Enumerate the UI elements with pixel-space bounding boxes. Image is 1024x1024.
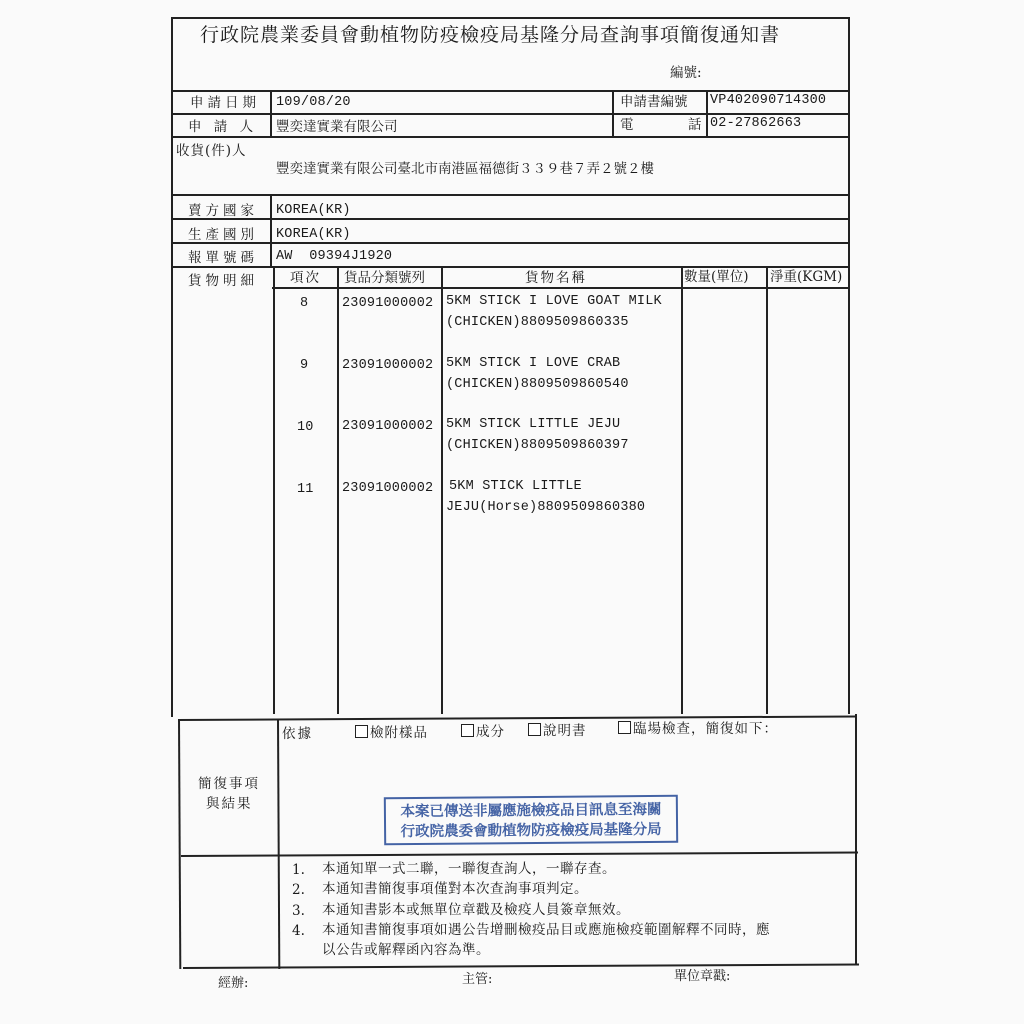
option-ingredients [461,724,505,740]
row-name: 5KM STICK I LOVE CRAB [446,356,621,371]
option-label: 說明書 [543,723,587,739]
phone-label: 電 [620,117,634,133]
frame-top [171,17,849,19]
applicant-label: 申 請 人 [188,119,258,135]
row-name: (CHICKEN)8809509860335 [446,315,629,330]
rule [171,113,849,115]
row-name: 5KM STICK I LOVE GOAT MILK [446,294,662,309]
origin-label: 生產國別 [188,227,258,243]
option-onsite [618,721,778,737]
frame-left [178,719,181,969]
seller-value: KOREA(KR) [276,203,351,218]
frame-right [848,17,850,714]
row-code: 23091000002 [342,481,434,496]
goods-col-divider [766,266,768,714]
row-name: (CHICKEN)8809509860540 [446,377,629,392]
label-divider [270,90,272,136]
form-title: 行政院農業委員會動植物防疫檢疫局基隆分局查詢事項簡復通知書 [200,24,781,46]
checkbox-sample [355,725,368,738]
frame-bottom [183,963,859,968]
option-label: 檢附樣品 [370,725,428,741]
clearance-stamp [384,795,678,846]
option-label: 成分 [476,724,505,740]
column-header: 貨品分類號列 [344,270,425,286]
row-code: 23091000002 [342,419,434,434]
applicant-value: 豐奕達實業有限公司 [276,119,398,135]
seller-label: 賣方國家 [188,203,258,219]
note-number: 1. [292,862,305,878]
goods-label: 貨物明細 [188,273,258,289]
frame-left [171,17,173,717]
rule [178,715,856,720]
note-text: 本通知書影本或無單位章戳及檢疫人員簽章無效。 [322,902,630,918]
goods-col-divider [337,266,339,714]
column-header: 貨物名稱 [525,270,587,286]
stamp-line: 行政院農委會動植物防疫檢疫局基隆分局 [400,821,662,841]
rule [171,90,849,92]
consignee-value: 豐奕達實業有限公司臺北市南港區福德街３３９巷７弄２號２樓 [276,161,654,177]
note-text: 本通知書簡復事項僅對本次查詢事項判定。 [322,881,588,897]
note-number: 2. [292,882,305,898]
app-no-label: 申請書編號 [620,94,688,110]
basis-label: 依據 [282,726,313,742]
app-no-value: VP402090714300 [710,93,827,108]
row-code: 23091000002 [342,296,434,311]
row-name: (CHICKEN)8809509860397 [446,438,629,453]
apply-date-value: 109/08/20 [276,95,351,110]
unit-seal-label: 單位章戳: [674,969,731,984]
result-label: 與結果 [206,796,253,812]
rule [181,851,858,856]
phone-value: 02-27862663 [710,116,802,131]
header-divider [612,90,614,136]
stamp-line: 本案已傳送非屬應施檢疫品目訊息至海關 [400,801,662,821]
label-divider [270,194,272,266]
option-sample [355,725,428,741]
column-header: 數量(單位) [684,269,749,285]
apply-date-label: 申請日期 [190,95,260,111]
phone-label: 話 [688,117,702,133]
declaration-label: 報單號碼 [188,250,258,266]
row-no: 10 [297,420,314,435]
option-manual [528,723,587,739]
goods-col-divider [441,266,443,714]
row-code: 23091000002 [342,358,434,373]
checkbox-ingredients [461,724,474,737]
checkbox-onsite [618,721,631,734]
option-label: 臨場檢查，簡復如下： [633,721,778,737]
row-name: 5KM STICK LITTLE [449,479,582,494]
note-text: 本通知單一式二聯，一聯復查詢人，一聯存查。 [322,861,616,877]
rule [171,242,849,244]
consignee-label: 收貨(件)人 [176,143,247,159]
serial-label: 編號: [670,65,702,81]
row-no: 8 [300,296,309,311]
note-text: 本通知書簡復事項如遇公告增刪檢疫品目或應施檢疫範圍解釋不同時，應 [322,922,770,938]
header-divider [706,90,708,136]
row-name: JEJU(Horse)8809509860380 [446,500,646,515]
goods-header-rule [272,287,849,289]
rule [171,218,849,220]
result-label: 簡復事項 [198,776,260,792]
checkbox-manual [528,723,541,736]
label-divider [277,719,280,969]
row-no: 11 [297,482,314,497]
rule [171,136,849,138]
origin-value: KOREA(KR) [276,227,351,242]
note-number: 4. [292,923,305,939]
declaration-value: AW 09394J1920 [276,249,393,264]
note-text: 以公告或解釋函內容為準。 [322,942,490,958]
row-no: 9 [300,358,309,373]
rule [171,194,849,196]
row-name: 5KM STICK LITTLE JEJU [446,417,621,432]
label-divider [273,266,275,714]
frame-right [855,714,857,965]
column-header: 淨重(KGM) [770,269,843,285]
column-header: 項次 [290,270,321,286]
supervisor-label: 主管: [462,972,493,987]
handler-label: 經辦: [218,976,249,991]
goods-col-divider [681,266,683,714]
note-number: 3. [292,903,305,919]
